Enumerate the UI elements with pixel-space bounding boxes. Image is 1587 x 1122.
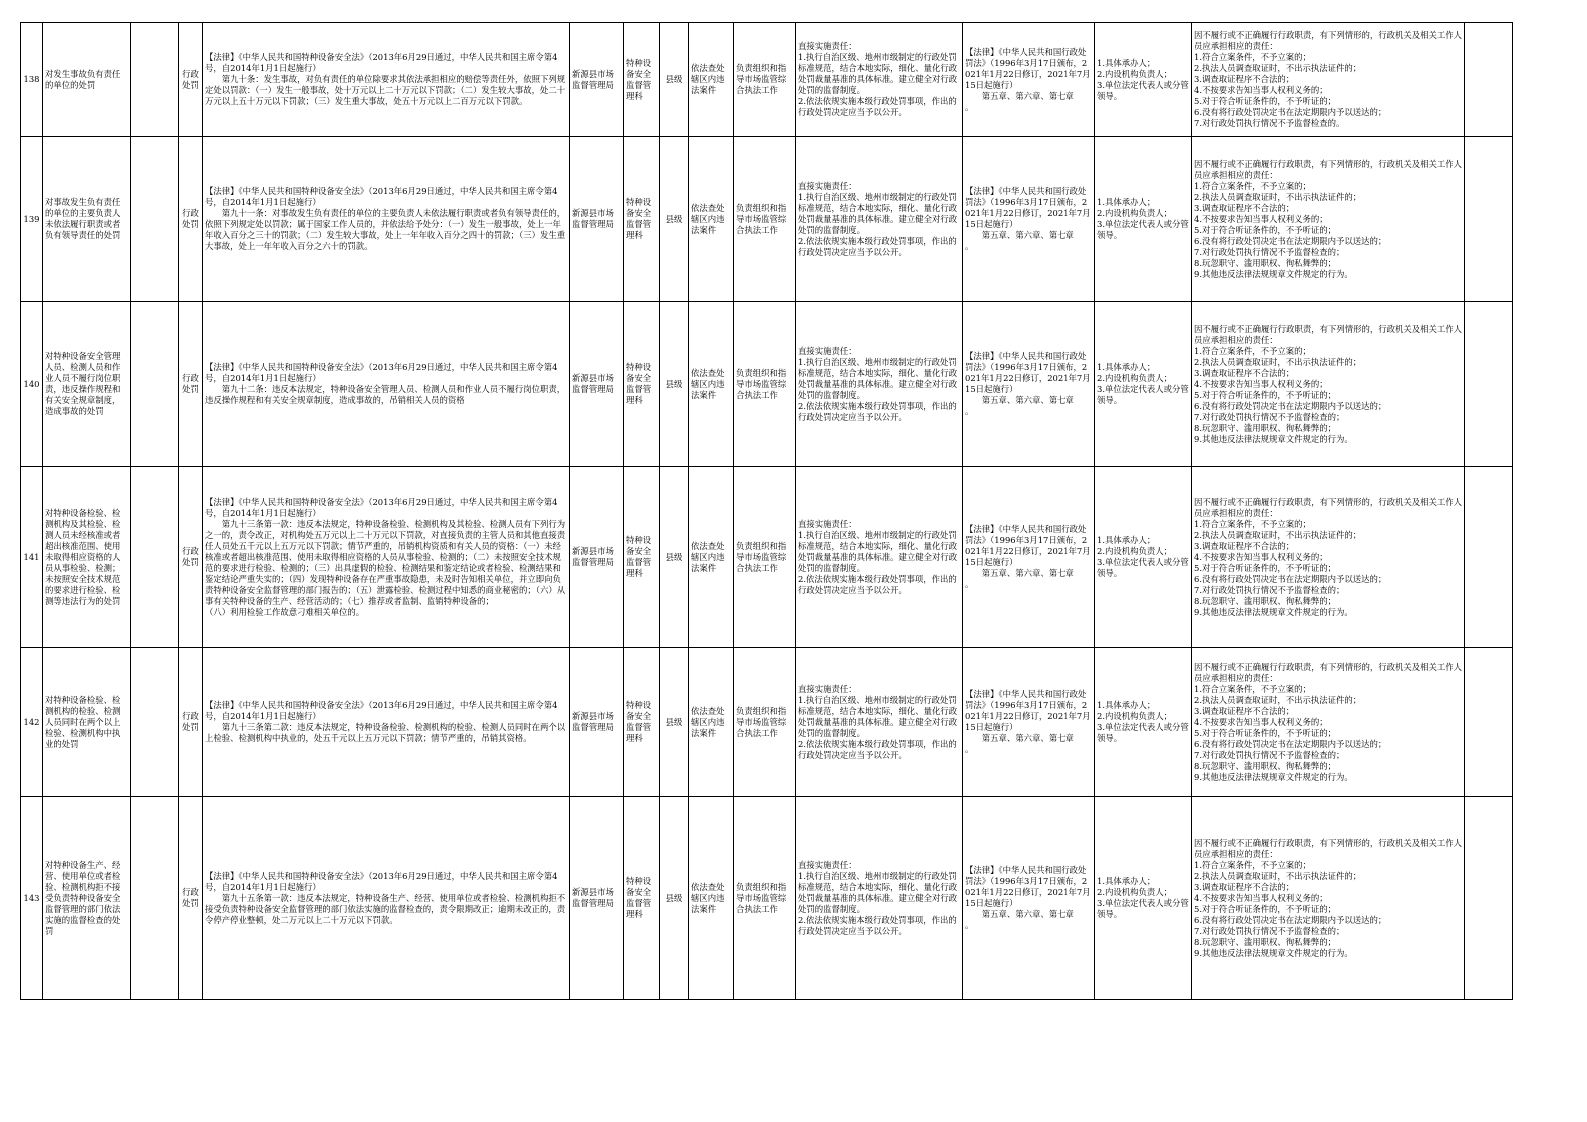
responsibility-matters: 直接实施责任： 1.执行自治区级、地州市级制定的行政处罚标准规范，结合本地实际，细化、量化行政处罚裁量基准的具体标准。建立健全对行政处罚的监督制度。 2.依法依规实施本级行政处罚事项，作出的行政处罚决定应当予以公开。 xyxy=(796,23,963,137)
responsible-office: 特种设备安全监督管理科 xyxy=(624,797,660,1000)
row-number: 142 xyxy=(21,648,43,797)
accountability-cases: 因不履行或不正确履行行政职责，有下列情形的，行政机关及相关工作人员应承担相应的责任： 1.符合立案条件，不予立案的； 2.执法人员调查取证时，不出示执法证件的； 3.调查取证程序不合法的； 4.不按要求告知当事人权利义务的； 5.对于符合听证条件的，不予听证的； 6.没有将行政处罚决定书在法定期限内予以送达的； 7.对行政处罚执行情况不予监督检查的。 xyxy=(1192,23,1465,137)
sub-item-cell xyxy=(131,467,179,648)
accountability-cases: 因不履行或不正确履行行政职责，有下列情形的，行政机关及相关工作人员应承担相应的责任： 1.符合立案条件，不予立案的； 2.执法人员调查取证时，不出示执法证件的； 3.调查取证程序不合法的； 4.不按要求告知当事人权利义务的； 5.对于符合听证条件的，不予听证的； 6.没有将行政处罚决定书在法定期限内予以送达的； 7.对行政处罚执行情况不予监督检查的； 8.玩忽职守、滥用职权、徇私舞弊的； 9.其他违反法律法规规章文件规定的行为。 xyxy=(1192,467,1465,648)
item-type: 行政处罚 xyxy=(179,467,203,648)
legal-basis: 【法律】《中华人民共和国特种设备安全法》（2013年6月29日通过，中华人民共和国主席令第4号，自2014年1月1日起施行） 第九十一条：对事故发生负有责任的单位的主要负责人未依法履行职责或者负有领导责任的，依照下列规定处以罚款；属于国家工作人员的，并依法给予处分：（一）发生一般事故，处上一年年收入百分之三十的罚款；（二）发生较大事故，处上一年年收入百分之四十的罚款；（三）发生重大事故，处上一年年收入百分之六十的罚款。 xyxy=(203,137,570,302)
responsibility-basis: 【法律】《中华人民共和国行政处罚法》（1996年3月17日颁布，2021年1月22日修订，2021年7月15日起施行） 第五章、第六章、第七章 。 xyxy=(963,648,1095,797)
enforcement-scope: 依法查处辖区内违法案件 xyxy=(689,467,734,648)
legal-basis: 【法律】《中华人民共和国特种设备安全法》（2013年6月29日通过，中华人民共和国主席令第4号，自2014年1月1日起施行） 第九十五条第一款：违反本法规定，特种设备生产、经营、使用单位或者检验、检测机构拒不接受负责特种设备安全监督管理的部门依法实施的监督检查的，责令限期改正；逾期未改正的，责令停产停业整顿，处二万元以上二十万元以下罚款。 xyxy=(203,797,570,1000)
responsibility-basis: 【法律】《中华人民共和国行政处罚法》（1996年3月17日颁布，2021年1月22日修订，2021年7月15日起施行） 第五章、第六章、第七章 。 xyxy=(963,302,1095,467)
responsibility-basis: 【法律】《中华人民共和国行政处罚法》（1996年3月17日颁布，2021年1月22日修订，2021年7月15日起施行） 第五章、第六章、第七章 。 xyxy=(963,23,1095,137)
enforcement-scope: 依法查处辖区内违法案件 xyxy=(689,137,734,302)
responsibility-basis: 【法律】《中华人民共和国行政处罚法》（1996年3月17日颁布，2021年1月22日修订，2021年7月15日起施行） 第五章、第六章、第七章 。 xyxy=(963,797,1095,1000)
table-row xyxy=(21,648,1513,797)
item-name: 对特种设备检验、检测机构的检验、检测人员同时在两个以上检验、检测机构中执业的处罚 xyxy=(43,648,131,797)
item-name: 对发生事故负有责任的单位的处罚 xyxy=(43,23,131,137)
item-type: 行政处罚 xyxy=(179,23,203,137)
remark xyxy=(1465,467,1513,648)
item-name: 对特种设备生产、经营、使用单位或者检验、检测机构拒不接受负责特种设备安全监督管理的部门依法实施的监督检查的处罚 xyxy=(43,797,131,1000)
responsible-subject: 1.具体承办人； 2.内设机构负责人； 3.单位法定代表人或分管领导。 xyxy=(1095,797,1192,1000)
responsibility-list-table xyxy=(20,22,1513,1000)
exercise-level: 县级 xyxy=(660,467,689,648)
table-row xyxy=(21,302,1513,467)
implementing-department: 新源县市场监督管理局 xyxy=(570,137,624,302)
remark xyxy=(1465,137,1513,302)
enforcement-scope: 依法查处辖区内违法案件 xyxy=(689,302,734,467)
table-row xyxy=(21,137,1513,302)
remark xyxy=(1465,302,1513,467)
responsible-subject: 1.具体承办人； 2.内设机构负责人； 3.单位法定代表人或分管领导。 xyxy=(1095,302,1192,467)
remark xyxy=(1465,797,1513,1000)
sub-item-cell xyxy=(131,302,179,467)
row-number: 140 xyxy=(21,302,43,467)
exercise-level: 县级 xyxy=(660,23,689,137)
responsible-office: 特种设备安全监督管理科 xyxy=(624,648,660,797)
accountability-cases: 因不履行或不正确履行行政职责，有下列情形的，行政机关及相关工作人员应承担相应的责任： 1.符合立案条件，不予立案的； 2.执法人员调查取证时，不出示执法证件的； 3.调查取证程序不合法的； 4.不按要求告知当事人权利义务的； 5.对于符合听证条件的，不予听证的； 6.没有将行政处罚决定书在法定期限内予以送达的； 7.对行政处罚执行情况不予监督检查的； 8.玩忽职守、滥用职权、徇私舞弊的； 9.其他违反法律法规规章文件规定的行为。 xyxy=(1192,302,1465,467)
legal-basis: 【法律】《中华人民共和国特种设备安全法》（2013年6月29日通过，中华人民共和国主席令第4号，自2014年1月1日起施行） 第九十条：发生事故，对负有责任的单位除要求其依法承担相应的赔偿等责任外，依照下列规定处以罚款：（一）发生一般事故，处十万元以上二十万元以下罚款；（二）发生较大事故，处二十万元以上五十万元以下罚款；（三）发生重大事故，处五十万元以上二百万元以下罚款。 xyxy=(203,23,570,137)
responsible-subject: 1.具体承办人； 2.内设机构负责人； 3.单位法定代表人或分管领导。 xyxy=(1095,648,1192,797)
legal-basis: 【法律】《中华人民共和国特种设备安全法》（2013年6月29日通过，中华人民共和国主席令第4号，自2014年1月1日起施行） 第九十三条第二款：违反本法规定，特种设备检验、检测机构的检验、检测人员同时在两个以上检验、检测机构中执业的，处五千元以上五万元以下罚款；情节严重的，吊销其资格。 xyxy=(203,648,570,797)
remark xyxy=(1465,23,1513,137)
implementing-department: 新源县市场监督管理局 xyxy=(570,302,624,467)
item-type: 行政处罚 xyxy=(179,797,203,1000)
responsibility-matters: 直接实施责任： 1.执行自治区级、地州市级制定的行政处罚标准规范，结合本地实际，细化、量化行政处罚裁量基准的具体标准。建立健全对行政处罚的监督制度。 2.依法依规实施本级行政处罚事项，作出的行政处罚决定应当予以公开。 xyxy=(796,137,963,302)
department-duty: 负责组织和指导市场监管综合执法工作 xyxy=(734,302,796,467)
item-type: 行政处罚 xyxy=(179,648,203,797)
legal-basis: 【法律】《中华人民共和国特种设备安全法》（2013年6月29日通过，中华人民共和国主席令第4号，自2014年1月1日起施行） 第九十二条：违反本法规定，特种设备安全管理人员、检测人员和作业人员不履行岗位职责，违反操作规程和有关安全规章制度，造成事故的，吊销相关人员的资格 xyxy=(203,302,570,467)
exercise-level: 县级 xyxy=(660,648,689,797)
responsible-office: 特种设备安全监督管理科 xyxy=(624,467,660,648)
responsible-subject: 1.具体承办人； 2.内设机构负责人； 3.单位法定代表人或分管领导。 xyxy=(1095,467,1192,648)
responsible-subject: 1.具体承办人； 2.内设机构负责人； 3.单位法定代表人或分管领导。 xyxy=(1095,137,1192,302)
responsible-office: 特种设备安全监督管理科 xyxy=(624,302,660,467)
department-duty: 负责组织和指导市场监管综合执法工作 xyxy=(734,797,796,1000)
responsibility-basis: 【法律】《中华人民共和国行政处罚法》（1996年3月17日颁布，2021年1月22日修订，2021年7月15日起施行） 第五章、第六章、第七章 。 xyxy=(963,467,1095,648)
accountability-cases: 因不履行或不正确履行行政职责，有下列情形的，行政机关及相关工作人员应承担相应的责任： 1.符合立案条件，不予立案的； 2.执法人员调查取证时，不出示执法证件的； 3.调查取证程序不合法的； 4.不按要求告知当事人权利义务的； 5.对于符合听证条件的，不予听证的； 6.没有将行政处罚决定书在法定期限内予以送达的； 7.对行政处罚执行情况不予监督检查的； 8.玩忽职守、滥用职权、徇私舞弊的； 9.其他违反法律法规规章文件规定的行为。 xyxy=(1192,648,1465,797)
enforcement-scope: 依法查处辖区内违法案件 xyxy=(689,648,734,797)
table-row xyxy=(21,797,1513,1000)
implementing-department: 新源县市场监督管理局 xyxy=(570,648,624,797)
table-body xyxy=(21,23,1513,1000)
item-name: 对特种设备检验、检测机构及其检验、检测人员未经核准或者超出核准范围、使用未取得相应资格的人员从事检验、检测；未按照安全技术规范的要求进行检验、检测等违法行为的处罚 xyxy=(43,467,131,648)
row-number: 139 xyxy=(21,137,43,302)
sub-item-cell xyxy=(131,797,179,1000)
department-duty: 负责组织和指导市场监管综合执法工作 xyxy=(734,648,796,797)
row-number: 138 xyxy=(21,23,43,137)
accountability-cases: 因不履行或不正确履行行政职责，有下列情形的，行政机关及相关工作人员应承担相应的责任： 1.符合立案条件，不予立案的； 2.执法人员调查取证时，不出示执法证件的； 3.调查取证程序不合法的； 4.不按要求告知当事人权利义务的； 5.对于符合听证条件的，不予听证的； 6.没有将行政处罚决定书在法定期限内予以送达的； 7.对行政处罚执行情况不予监督检查的； 8.玩忽职守、滥用职权、徇私舞弊的； 9.其他违反法律法规规章文件规定的行为。 xyxy=(1192,797,1465,1000)
item-name: 对特种设备安全管理人员、检测人员和作业人员不履行岗位职责，违反操作规程和有关安全规章制度，造成事故的处罚 xyxy=(43,302,131,467)
department-duty: 负责组织和指导市场监管综合执法工作 xyxy=(734,137,796,302)
row-number: 143 xyxy=(21,797,43,1000)
responsible-office: 特种设备安全监督管理科 xyxy=(624,137,660,302)
table-row xyxy=(21,467,1513,648)
sub-item-cell xyxy=(131,23,179,137)
exercise-level: 县级 xyxy=(660,302,689,467)
item-type: 行政处罚 xyxy=(179,137,203,302)
sub-item-cell xyxy=(131,137,179,302)
department-duty: 负责组织和指导市场监管综合执法工作 xyxy=(734,23,796,137)
legal-basis: 【法律】《中华人民共和国特种设备安全法》（2013年6月29日通过，中华人民共和国主席令第4号，自2014年1月1日起施行） 第九十三条第一款：违反本法规定，特种设备检验、检测机构及其检验、检测人员有下列行为之一的，责令改正，对机构处五万元以上二十万元以下罚款，对直接负责的主管人员和其他直接责任人员处五千元以上五万元以下罚款；情节严重的，吊销机构资质和有关人员的资格：（一）未经核准或者超出核准范围、使用未取得相应资格的人员从事检验、检测的；（二）未按照安全技术规范的要求进行检验、检测的；（三）出具虚假的检验、检测结果和鉴定结论或者检验、检测结果和鉴定结论严重失实的；（四）发现特种设备存在严重事故隐患，未及时告知相关单位，并立即向负责特种设备安全监督管理的部门报告的；（五）泄露检验、检测过程中知悉的商业秘密的；（六）从事有关特种设备的生产、经营活动的；（七）推荐或者监制、监销特种设备的； （八）利用检验工作故意刁难相关单位的。 xyxy=(203,467,570,648)
remark xyxy=(1465,648,1513,797)
item-type: 行政处罚 xyxy=(179,302,203,467)
responsibility-matters: 直接实施责任： 1.执行自治区级、地州市级制定的行政处罚标准规范，结合本地实际，细化、量化行政处罚裁量基准的具体标准。建立健全对行政处罚的监督制度。 2.依法依规实施本级行政处罚事项，作出的行政处罚决定应当予以公开。 xyxy=(796,467,963,648)
enforcement-scope: 依法查处辖区内违法案件 xyxy=(689,23,734,137)
responsibility-basis: 【法律】《中华人民共和国行政处罚法》（1996年3月17日颁布，2021年1月22日修订，2021年7月15日起施行） 第五章、第六章、第七章 。 xyxy=(963,137,1095,302)
responsibility-matters: 直接实施责任： 1.执行自治区级、地州市级制定的行政处罚标准规范，结合本地实际，细化、量化行政处罚裁量基准的具体标准。建立健全对行政处罚的监督制度。 2.依法依规实施本级行政处罚事项，作出的行政处罚决定应当予以公开。 xyxy=(796,648,963,797)
exercise-level: 县级 xyxy=(660,797,689,1000)
implementing-department: 新源县市场监督管理局 xyxy=(570,23,624,137)
sub-item-cell xyxy=(131,648,179,797)
exercise-level: 县级 xyxy=(660,137,689,302)
implementing-department: 新源县市场监督管理局 xyxy=(570,797,624,1000)
enforcement-scope: 依法查处辖区内违法案件 xyxy=(689,797,734,1000)
responsibility-matters: 直接实施责任： 1.执行自治区级、地州市级制定的行政处罚标准规范，结合本地实际，细化、量化行政处罚裁量基准的具体标准。建立健全对行政处罚的监督制度。 2.依法依规实施本级行政处罚事项，作出的行政处罚决定应当予以公开。 xyxy=(796,302,963,467)
implementing-department: 新源县市场监督管理局 xyxy=(570,467,624,648)
responsible-subject: 1.具体承办人； 2.内设机构负责人； 3.单位法定代表人或分管领导。 xyxy=(1095,23,1192,137)
item-name: 对事故发生负有责任的单位的主要负责人未依法履行职责或者负有领导责任的处罚 xyxy=(43,137,131,302)
responsibility-matters: 直接实施责任： 1.执行自治区级、地州市级制定的行政处罚标准规范，结合本地实际，细化、量化行政处罚裁量基准的具体标准。建立健全对行政处罚的监督制度。 2.依法依规实施本级行政处罚事项，作出的行政处罚决定应当予以公开。 xyxy=(796,797,963,1000)
accountability-cases: 因不履行或不正确履行行政职责，有下列情形的，行政机关及相关工作人员应承担相应的责任： 1.符合立案条件，不予立案的； 2.执法人员调查取证时，不出示执法证件的； 3.调查取证程序不合法的； 4.不按要求告知当事人权利义务的； 5.对于符合听证条件的，不予听证的； 6.没有将行政处罚决定书在法定期限内予以送达的； 7.对行政处罚执行情况不予监督检查的； 8.玩忽职守、滥用职权、徇私舞弊的； 9.其他违反法律法规规章文件规定的行为。 xyxy=(1192,137,1465,302)
department-duty: 负责组织和指导市场监管综合执法工作 xyxy=(734,467,796,648)
table-row xyxy=(21,23,1513,137)
responsible-office: 特种设备安全监督管理科 xyxy=(624,23,660,137)
row-number: 141 xyxy=(21,467,43,648)
